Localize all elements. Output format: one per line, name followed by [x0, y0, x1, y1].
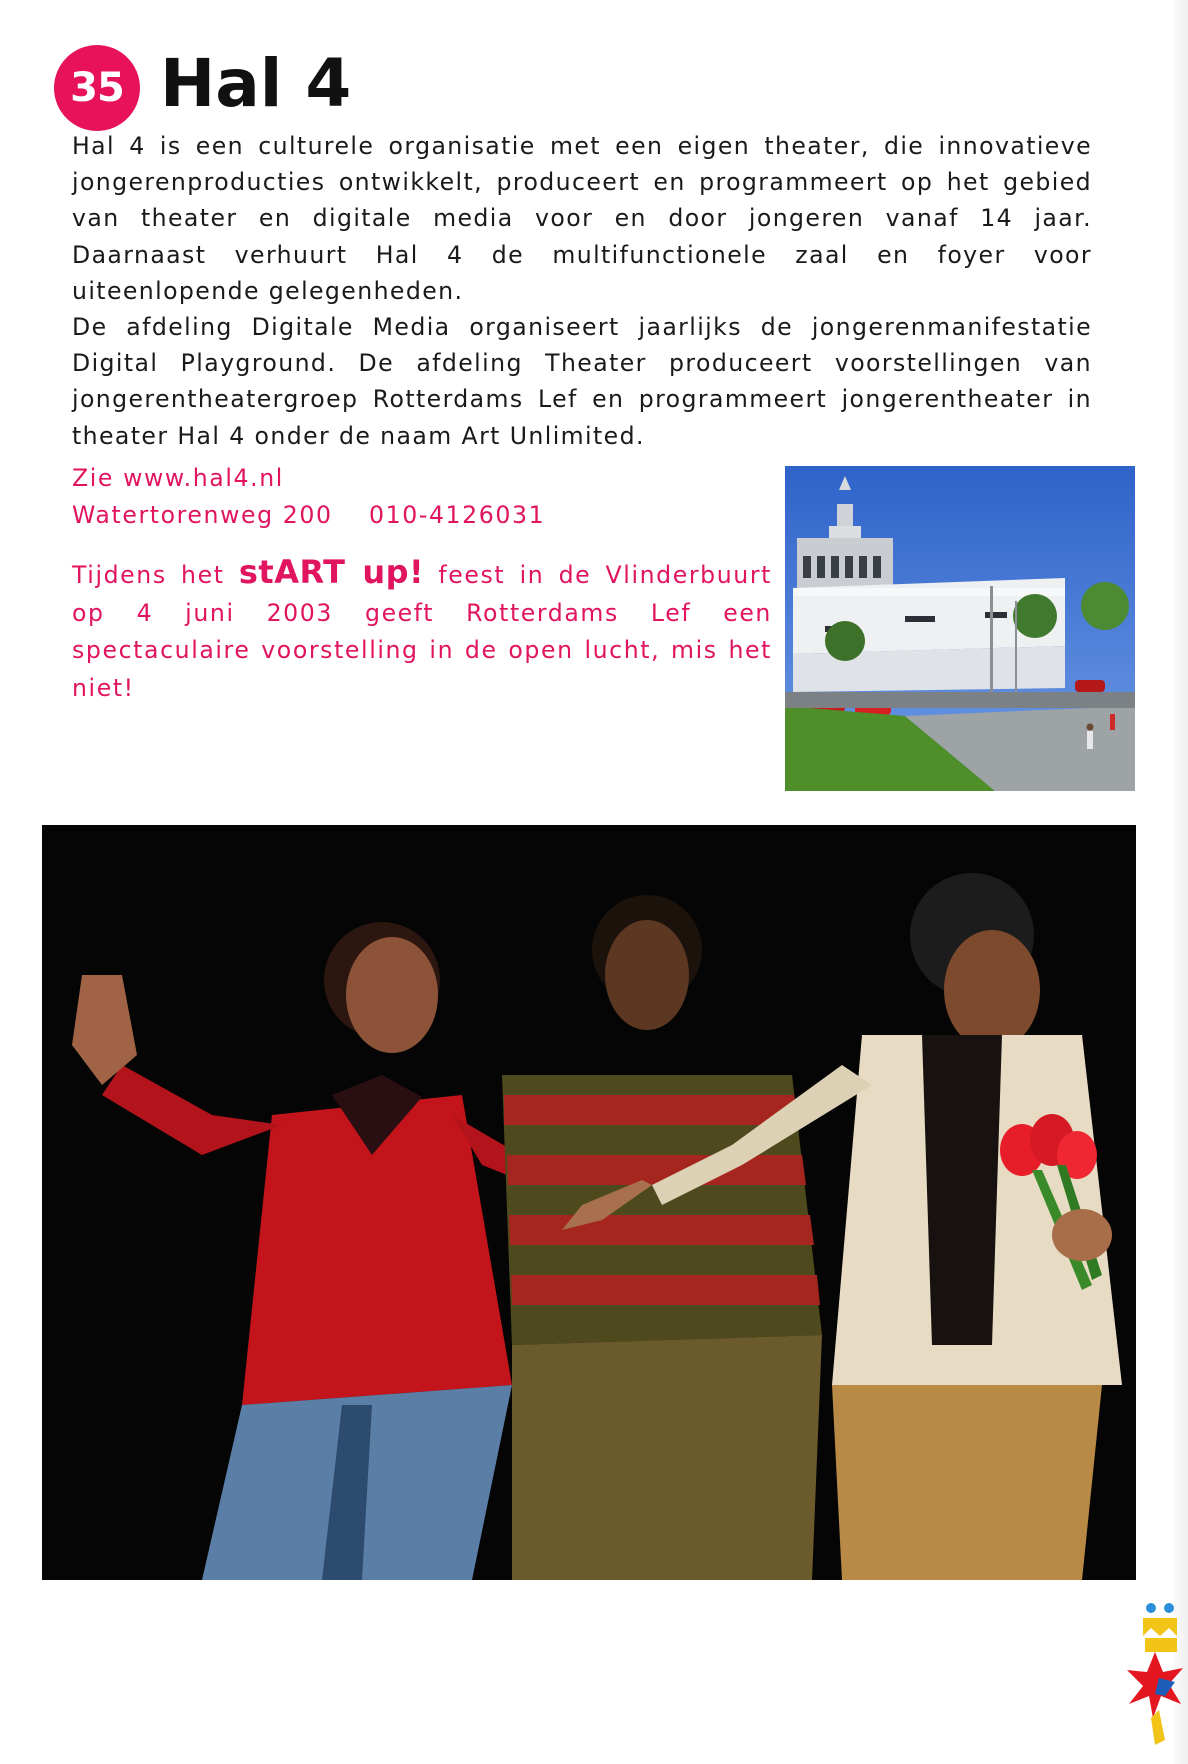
- description-paragraph-2: De afdeling Digitale Media organiseert jaarlijks de jongerenmanifestatie Digital Playground. De afdeling Theater produceert voorstellingen van jongerentheatergroep Rotterdams Lef en programmeert jongerentheater in theater Hal 4 onder de naam Art Unlimited.: [72, 313, 1092, 450]
- section-number: 35: [70, 65, 124, 111]
- page-edge: [1174, 0, 1188, 1764]
- description-paragraph-1: Hal 4 is een culturele organisatie met een eigen theater, die innovatieve jongerenproducties ontwikkelt, produceert en programmeert op het gebied van theater en digitale media voor en door jongeren vanaf 14 jaar. Daarnaast verhuurt Hal 4 de multifunctionele zaal en foyer voor uiteenlopende gelegenheden.: [72, 132, 1092, 305]
- description-text: [72, 128, 1092, 454]
- rotterdams-lef-stage-photo: [42, 825, 1136, 1580]
- address-phone-line: Watertorenweg 200 010-4126031: [72, 500, 546, 529]
- crown-star-logo-icon: [1125, 1600, 1183, 1745]
- announcement-prefix: Tijdens het: [72, 561, 239, 589]
- hal4-building-photo: [785, 466, 1135, 791]
- section-number-badge: [54, 45, 140, 131]
- website-line: Zie www.hal4.nl: [72, 464, 284, 492]
- page-title: Hal 4: [160, 45, 352, 122]
- event-announcement: [72, 554, 772, 707]
- start-up-brand: stART up!: [238, 553, 425, 591]
- contact-info: [72, 460, 752, 533]
- announcement-suffix: feest in de Vlinderbuurt op 4 juni 2003 geeft Rotterdams Lef een spectaculaire voorstelling in de open lucht, mis het niet!: [72, 561, 772, 702]
